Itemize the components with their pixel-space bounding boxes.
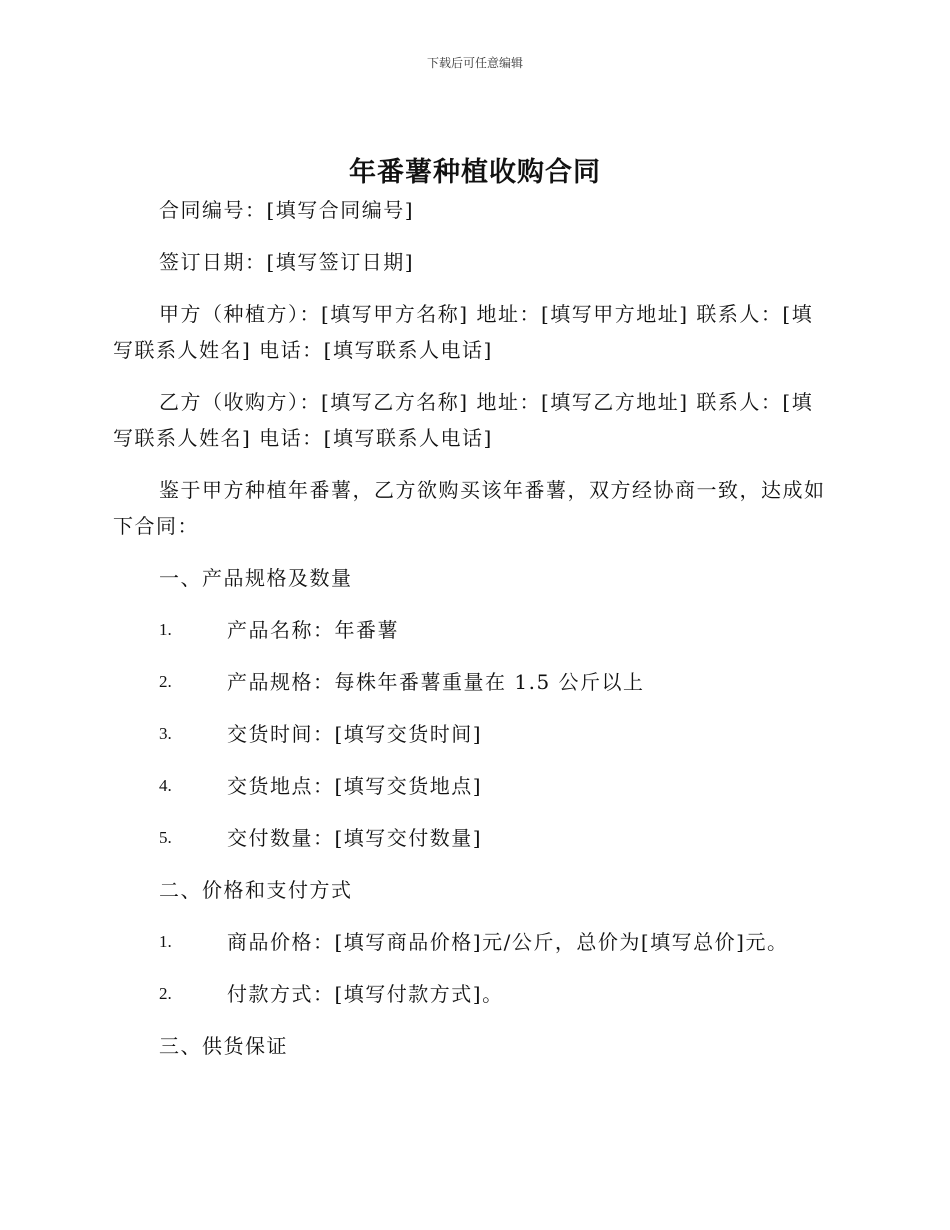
section-heading: 一、产品规格及数量 [159,566,353,590]
list-number: 5. [159,828,172,847]
list-text: 交货时间：[填写交货时间] [227,722,483,746]
list-item [113,716,833,752]
list-number: 4. [159,776,172,795]
list-number: 2. [159,672,172,691]
party-b-info: 乙方（收购方）：[填写乙方名称] 地址：[填写乙方地址] 联系人：[填写联系人姓名] 电话：[填写联系人电话] [113,390,814,450]
list-text: 交付数量：[填写交付数量] [227,826,483,850]
section-heading: 三、供货保证 [159,1034,288,1058]
list-item [113,612,833,648]
list-number: 3. [159,724,172,743]
party-a-info: 甲方（种植方）：[填写甲方名称] 地址：[填写甲方地址] 联系人：[填写联系人姓名] 电话：[填写联系人电话] [113,302,814,362]
list-number: 1. [159,932,172,951]
document-body [113,192,833,1080]
document-title: 年番薯种植收购合同 [349,157,601,188]
list-text: 交货地点：[填写交货地点] [227,774,483,798]
list-text: 商品价格：[填写商品价格]元/公斤，总价为[填写总价]元。 [227,930,789,954]
list-item [113,924,833,960]
list-item [113,768,833,804]
contract-number: 合同编号：[填写合同编号] [159,198,415,222]
list-text: 产品名称：年番薯 [227,618,399,642]
list-text: 付款方式：[填写付款方式]。 [227,982,504,1006]
section-heading: 二、价格和支付方式 [159,878,353,902]
contract-intro: 鉴于甲方种植年番薯，乙方欲购买该年番薯，双方经协商一致，达成如下合同： [113,478,826,538]
list-text: 产品规格：每株年番薯重量在 1.5 公斤以上 [227,670,645,694]
signing-date: 签订日期：[填写签订日期] [159,250,415,274]
header-note: 下载后可任意编辑 [426,56,523,70]
list-item [113,664,833,700]
list-number: 1. [159,620,172,639]
list-number: 2. [159,984,172,1003]
list-item [113,976,833,1012]
list-item [113,820,833,856]
